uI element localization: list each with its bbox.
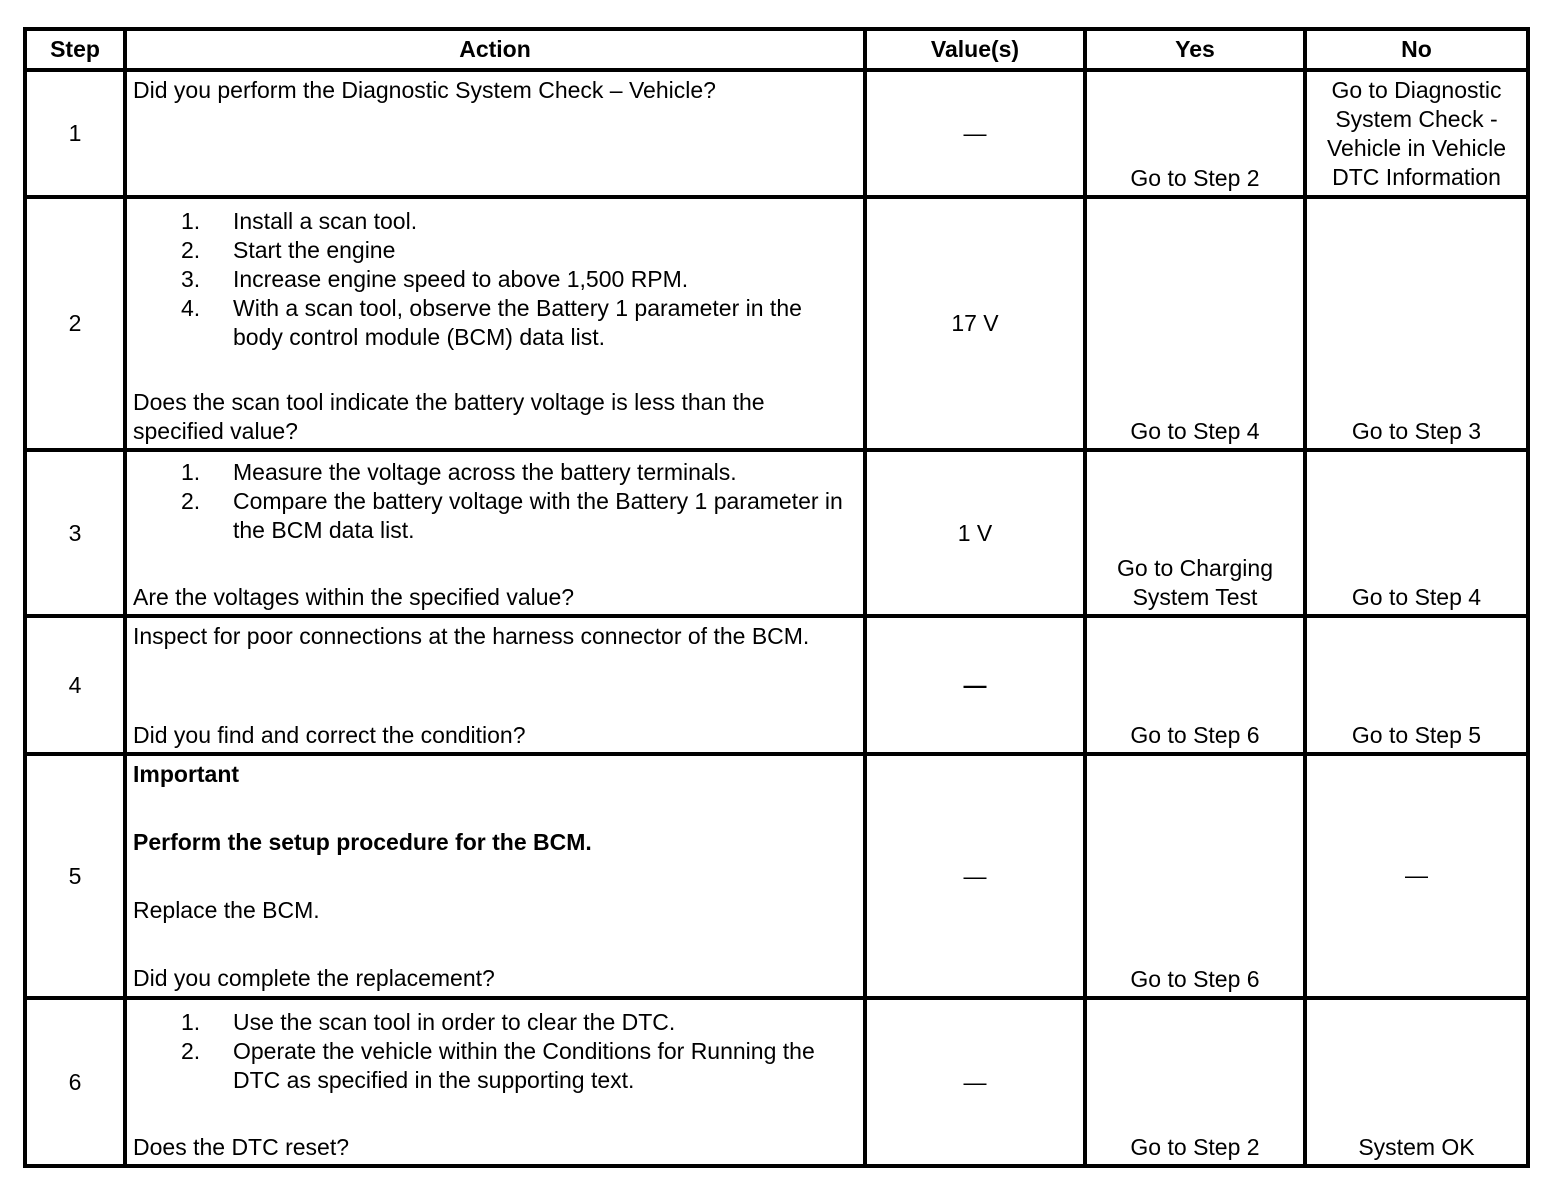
value-cell: —	[865, 754, 1085, 998]
action-cell	[125, 616, 865, 754]
table-row	[25, 70, 1528, 197]
no-cell: Go to Step 4	[1305, 450, 1528, 616]
step-number: 1	[25, 70, 125, 197]
action-question: Did you find and correct the condition?	[133, 722, 526, 748]
action-cell	[125, 450, 865, 616]
yes-cell: Go to Charging System Test	[1085, 450, 1305, 616]
action-cell	[125, 70, 865, 197]
action-steps	[133, 1004, 857, 1095]
yes-cell: Go to Step 6	[1085, 616, 1305, 754]
table-row	[25, 998, 1528, 1166]
value-cell: 17 V	[865, 197, 1085, 450]
diagnostic-table	[23, 27, 1530, 1168]
no-cell: Go to Step 3	[1305, 197, 1528, 450]
step-number: 5	[25, 754, 125, 998]
action-question: Does the DTC reset?	[133, 1134, 350, 1160]
header-values: Value(s)	[865, 29, 1085, 70]
action-question: Are the voltages within the specified value?	[133, 584, 575, 610]
table-row	[25, 197, 1528, 450]
value-cell: 1 V	[865, 450, 1085, 616]
important-text: Perform the setup procedure for the BCM.	[133, 829, 592, 855]
yes-cell: Go to Step 2	[1085, 998, 1305, 1166]
action-question: Does the scan tool indicate the battery voltage is less than the specified value?	[133, 389, 765, 444]
header-row	[25, 29, 1528, 70]
list-item: 1. Install a scan tool.	[181, 208, 418, 234]
value-cell: —	[865, 616, 1085, 754]
step-number: 3	[25, 450, 125, 616]
action-cell	[125, 754, 865, 998]
list-item: 1. Measure the voltage across the battery terminals.	[181, 459, 737, 485]
step-number: 4	[25, 616, 125, 754]
list-item: 2. Start the engine	[181, 237, 396, 263]
action-text: Inspect for poor connections at the harness connector of the BCM.	[133, 623, 810, 649]
action-steps	[133, 203, 857, 352]
step-number: 6	[25, 998, 125, 1166]
list-item: 1. Use the scan tool in order to clear the DTC.	[181, 1009, 676, 1035]
yes-cell: Go to Step 4	[1085, 197, 1305, 450]
action-question: Did you complete the replacement?	[133, 965, 495, 991]
yes-cell: Go to Step 2	[1085, 70, 1305, 197]
yes-cell: Go to Step 6	[1085, 754, 1305, 998]
header-action: Action	[125, 29, 865, 70]
table-row	[25, 754, 1528, 998]
action-cell	[125, 197, 865, 450]
no-cell: System OK	[1305, 998, 1528, 1166]
header-yes: Yes	[1085, 29, 1305, 70]
action-cell	[125, 998, 865, 1166]
no-cell: —	[1305, 754, 1528, 998]
no-cell: Go to Diagnostic System Check - Vehicle in Vehicle DTC Information	[1305, 70, 1528, 197]
no-cell: Go to Step 5	[1305, 616, 1528, 754]
value-cell: —	[865, 70, 1085, 197]
step-number: 2	[25, 197, 125, 450]
list-item: 3. Increase engine speed to above 1,500 RPM.	[181, 266, 689, 292]
important-label: Important	[133, 761, 240, 787]
list-item: 4. With a scan tool, observe the Battery 1 parameter in the body control module (BCM) data list.	[181, 295, 802, 350]
header-step: Step	[25, 29, 125, 70]
value-cell: —	[865, 998, 1085, 1166]
list-item: 2. Operate the vehicle within the Conditions for Running the DTC as specified in the supporting text.	[181, 1038, 815, 1093]
action-text: Did you perform the Diagnostic System Check – Vehicle?	[133, 77, 716, 103]
table-row	[25, 616, 1528, 754]
action-text: Replace the BCM.	[133, 897, 320, 923]
table-row	[25, 450, 1528, 616]
action-steps	[133, 456, 857, 545]
header-no: No	[1305, 29, 1528, 70]
list-item: 2. Compare the battery voltage with the Battery 1 parameter in the BCM data list.	[181, 488, 843, 543]
